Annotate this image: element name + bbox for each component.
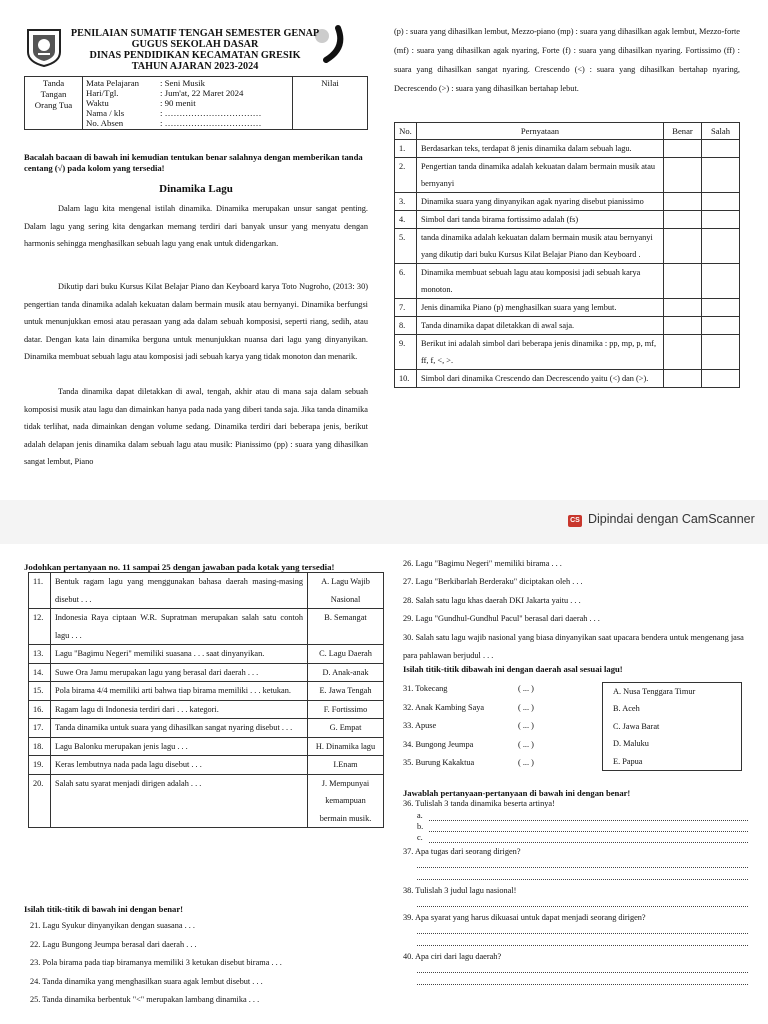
statement-row [395, 299, 740, 317]
answer-line-39a[interactable] [417, 924, 748, 934]
statement-no: 4. [395, 211, 417, 229]
match-no: 15. [29, 682, 51, 701]
match-question: Tanda dinamika untuk suara yang dihasilkan sangat nyaring disebut . . . [51, 719, 308, 738]
region-options-box [602, 682, 742, 771]
match-answer: A. Lagu Wajib Nasional [308, 573, 384, 609]
false-checkbox[interactable] [702, 140, 740, 158]
header-line-1: PENILAIAN SUMATIF TENGAH SEMESTER GENAP [70, 28, 320, 39]
article-paragraph-1: Dalam lagu kita mengenal istilah dinamika. Dinamika merupakan unsur sangat penting. Dalam lagu yang sering kita dengarkan memang terdiri dari banyak unsur yang menyatu dengan harmonis sehingga menghasilkan sebuah lagu yang enak untuk didengarkan. [24, 204, 368, 248]
article-title: Dinamika Lagu [159, 183, 233, 195]
statement-row [395, 211, 740, 229]
true-checkbox[interactable] [664, 299, 702, 317]
false-checkbox[interactable] [702, 211, 740, 229]
fill-item: 22. Lagu Bungong Jeumpa berasal dari daerah . . . [30, 939, 197, 949]
question-40: 40. Apa ciri dari lagu daerah? [403, 952, 502, 961]
match-answer: F. Fortissimo [308, 700, 384, 719]
region-option: B. Aceh [603, 700, 742, 717]
true-checkbox[interactable] [664, 264, 702, 299]
region-option-row [603, 718, 742, 735]
q36-letter: b. [417, 822, 424, 831]
answer-line-40a[interactable] [417, 963, 748, 973]
statement-text: Dinamika membuat sebuah lagu atau komposisi jadi sebuah karya monoton. [417, 264, 664, 299]
camscanner-label: Dipindai dengan CamScanner [588, 512, 755, 526]
match-question: Lagu Balonku merupakan jenis lagu . . . [51, 737, 308, 756]
match-row [29, 663, 384, 682]
region-answer-blank[interactable]: ( ... ) [518, 721, 534, 731]
statement-no: 1. [395, 140, 417, 158]
article-paragraph-3: Tanda dinamika dapat diletakkan di awal, tengah, akhir atau di mana saja dalam sebuah komposisi musik atau lagu dan dimainkan hanya pada nada yang diberi tanda saja. Jika tanda dinamika tidak terlihat, nada dimainkan dengan volume sedang. Dinamika terdiri dari beberapa jenis, berikut adalah delapan jenis dinamika dalam sebuah lagu atau musik: Pianissimo (pp) : suara yang dihasilkan sangat lembut, Piano [24, 387, 368, 466]
match-no: 20. [29, 774, 51, 828]
region-option: A. Nusa Tenggara Timur [603, 683, 742, 701]
region-answer-blank[interactable]: ( ... ) [518, 739, 534, 749]
statement-text: tanda dinamika adalah kekuatan dalam bermain musik atau bernyanyi yang dikutip dari buku Kursus Kilat Belajar Piano dan Keyboard . [417, 229, 664, 264]
region-option: D. Maluku [603, 735, 742, 752]
camscanner-icon: CS [568, 515, 582, 527]
answer-line-40b[interactable] [417, 975, 748, 985]
fill-instruction: Isilah titik-titik di bawah ini dengan benar! [24, 904, 184, 914]
statement-text: Simbol dari tanda birama fortissimo adalah (fs) [417, 211, 664, 229]
match-answer: C. Lagu Daerah [308, 645, 384, 664]
school-crest-icon [24, 26, 64, 68]
statement-row [395, 158, 740, 193]
fill-list-2 [403, 555, 748, 665]
col-header-statement: Pernyataan [417, 123, 664, 140]
statement-no: 6. [395, 264, 417, 299]
match-row [29, 774, 384, 828]
statement-row [395, 193, 740, 211]
region-song: 33. Apuse [403, 721, 437, 731]
match-row [29, 719, 384, 738]
true-checkbox[interactable] [664, 158, 702, 193]
false-checkbox[interactable] [702, 229, 740, 264]
info-label: No. Absen [86, 118, 124, 128]
false-checkbox[interactable] [702, 158, 740, 193]
statement-row [395, 370, 740, 388]
statement-no: 5. [395, 229, 417, 264]
region-question [403, 717, 603, 736]
statement-row [395, 317, 740, 335]
info-label: Mata Pelajaran [86, 78, 140, 88]
q36-letter: a. [417, 811, 423, 820]
true-checkbox[interactable] [664, 317, 702, 335]
info-value: : 90 menit [160, 98, 196, 108]
false-checkbox[interactable] [702, 299, 740, 317]
match-question: Lagu "Bagimu Negeri" memiliki suasana . . . saat dinyanyikan. [51, 645, 308, 664]
statement-row [395, 140, 740, 158]
match-row [29, 682, 384, 701]
statement-text: Tanda dinamika dapat diletakkan di awal saja. [417, 317, 664, 335]
reading-instruction: Bacalah bacaan di bawah ini kemudian tentukan benar salahnya dengan memberikan tanda centang (√) pada kolom yang tersedia! [24, 152, 363, 173]
absence-number-field[interactable]: : …………………………… [160, 118, 262, 128]
match-no: 18. [29, 737, 51, 756]
region-answer-blank[interactable]: ( ... ) [518, 758, 534, 768]
region-option-row [603, 753, 742, 771]
region-question [403, 699, 603, 718]
statement-no: 8. [395, 317, 417, 335]
match-row [29, 737, 384, 756]
statement-no: 7. [395, 299, 417, 317]
false-checkbox[interactable] [702, 370, 740, 388]
fill-item: 27. Lagu "Berkibarlah Berderaku" diciptakan oleh . . . [403, 577, 583, 587]
match-answer: D. Anak-anak [308, 663, 384, 682]
true-checkbox[interactable] [664, 193, 702, 211]
matching-table [28, 572, 384, 828]
fill-item: 26. Lagu "Bagimu Negeri" memiliki birama . . . [403, 559, 562, 568]
statement-no: 9. [395, 335, 417, 370]
match-no: 14. [29, 663, 51, 682]
info-value: : Jum'at, 22 Maret 2024 [160, 88, 244, 98]
statement-row [395, 335, 740, 370]
essay-instruction: Jawablah pertanyaan-pertanyaan di bawah ini dengan benar! [403, 788, 631, 798]
parent-signature-cell [25, 77, 83, 130]
fill-item: 21. Lagu Syukur dinyanyikan dengan suasana . . . [30, 921, 195, 930]
region-question [403, 736, 603, 755]
exam-page-2 [0, 544, 768, 1024]
info-label: Nama / kls [86, 108, 125, 118]
match-question: Indonesia Raya ciptaan W.R. Supratman merupakan salah satu contoh lagu . . . [51, 609, 308, 645]
article-continuation: (p) : suara yang dihasilkan lembut, Mezzo-piano (mp) : suara yang dihasilkan agak lembut, Mezzo-forte (mf) : suara yang dihasilkan agak nyaring, Forte (f) : suara yang dihasilkan nyaring. Fortissimo (ff) : suara yang dihasilkan sangat nyaring. Crescendo (<) : suara yang dihasilkan bertahap nyaring, Decrescendo (>) : suara yang dihasilkan bertahap lebut. [394, 27, 740, 93]
region-option-row [603, 683, 742, 701]
statement-text: Berikut ini adalah simbol dari beberapa jenis dinamika : pp, mp, p, mf, ff, f, <, >. [417, 335, 664, 370]
statement-text: Dinamika suara yang dinyanyikan agak nyaring disebut pianissimo [417, 193, 664, 211]
fill-item: 29. Lagu "Gundhul-Gundhul Pacul" berasal dari daerah . . . [403, 614, 600, 624]
fill-item: 28. Salah satu lagu khas daerah DKI Jakarta yaitu . . . [403, 595, 581, 605]
match-question: Ragam lagu di Indonesia terdiri dari . . . kategori. [51, 700, 308, 719]
false-checkbox[interactable] [702, 264, 740, 299]
false-checkbox[interactable] [702, 193, 740, 211]
false-checkbox[interactable] [702, 335, 740, 370]
signature-label-1: Tanda [42, 78, 65, 88]
score-cell[interactable] [293, 77, 368, 130]
answer-line-36a[interactable] [429, 811, 748, 821]
statement-row [395, 264, 740, 299]
match-question: Suwe Ora Jamu merupakan lagu yang berasal dari daerah . . . [51, 663, 308, 682]
region-option-row [603, 735, 742, 752]
region-song: 34. Bungong Jeumpa [403, 739, 474, 749]
match-answer: B. Semangat [308, 609, 384, 645]
essay-section [403, 799, 748, 985]
match-question: Pola birama 4/4 memiliki arti bahwa tiap birama memiliki . . . ketukan. [51, 682, 308, 701]
fill-item: 25. Tanda dinamika berbentuk "<" merupakan lambang dinamika . . . [30, 995, 260, 1005]
region-questions [403, 680, 603, 773]
region-question [403, 754, 603, 773]
question-38: 38. Tulislah 3 judul lagu nasional! [403, 886, 517, 895]
statement-no: 10. [395, 370, 417, 388]
region-option-row [603, 700, 742, 717]
col-header-true: Benar [664, 123, 702, 140]
fill-item: 30. Salah satu lagu wajib nasional yang biasa dinyanyikan saat upacara bendera untuk mengenang jasa para pahlawan berjudul . . . [403, 632, 744, 661]
match-answer: I.Enam [308, 756, 384, 775]
answer-line-38[interactable] [417, 897, 748, 907]
match-no: 13. [29, 645, 51, 664]
answer-line-39b[interactable] [417, 936, 748, 946]
exam-header [60, 28, 330, 72]
info-value: : Seni Musik [160, 78, 205, 88]
match-no: 19. [29, 756, 51, 775]
fill-item: 24. Tanda dinamika yang menghasilkan suara agak lembut disebut . . . [30, 976, 263, 986]
article-paragraph-2: Dikutip dari buku Kursus Kilat Belajar Piano dan Keyboard karya Toto Nugroho, (2013: 30) pengertian tanda dinamika adalah kekuatan dalam bermain musik atau bernyanyi. Dinamika berfungsi untuk menunjukkan emosi atau perasaan yang ada dalam sebuah komposisi, seperti riang, sedih, atau datar. Dengan kata lain dinamika berguna untuk menunjukkan nuansa dari lagu yang dinyanyikan. Dinamika membuat sebuah lagu atau komposisi jadi sebuah karya yang tidak monoton dan menarik. [24, 282, 368, 361]
signature-label-2: Tangan [40, 89, 67, 99]
info-label: Hari/Tgl. [86, 88, 119, 98]
true-false-table [394, 122, 740, 388]
score-label: Nilai [321, 78, 339, 88]
match-answer: H. Dinamika lagu [308, 737, 384, 756]
header-line-3: DINAS PENDIDIKAN KECAMATAN GRESIK [89, 50, 301, 61]
region-option: E. Papua [603, 753, 742, 771]
region-option: C. Jawa Barat [603, 718, 742, 735]
fill-item: 23. Pola birama pada tiap biramanya memiliki 3 ketukan disebut birama . . . [30, 958, 282, 968]
answer-line-36c[interactable] [429, 833, 748, 843]
region-answer-blank[interactable]: ( ... ) [518, 702, 534, 712]
match-question: Salah satu syarat menjadi dirigen adalah . . . [51, 774, 308, 828]
statement-text: Pengertian tanda dinamika adalah kekuatan dalam bermain musik atau bernyanyi [417, 158, 664, 193]
match-row [29, 573, 384, 609]
region-answer-blank[interactable]: ( ... ) [518, 684, 534, 693]
region-song: 32. Anak Kambing Saya [403, 702, 485, 712]
question-39: 39. Apa syarat yang harus dikuasai untuk dapat menjadi seorang dirigen? [403, 913, 646, 922]
match-row [29, 700, 384, 719]
answer-line-37b[interactable] [417, 870, 748, 880]
scanner-watermark-bar [0, 500, 768, 544]
true-checkbox[interactable] [664, 335, 702, 370]
match-no: 11. [29, 573, 51, 609]
header-line-4: TAHUN AJARAN 2023-2024 [131, 61, 259, 72]
match-no: 12. [29, 609, 51, 645]
header-line-2: GUGUS SEKOLAH DASAR [131, 39, 259, 50]
true-checkbox[interactable] [664, 211, 702, 229]
match-answer: E. Jawa Tengah [308, 682, 384, 701]
info-label: Waktu [86, 98, 109, 108]
true-checkbox[interactable] [664, 370, 702, 388]
match-no: 16. [29, 700, 51, 719]
match-row [29, 756, 384, 775]
match-instruction: Jodohkan pertanyaan no. 11 sampai 25 dengan jawaban pada kotak yang tersedia! [24, 562, 335, 572]
match-row [29, 645, 384, 664]
true-checkbox[interactable] [664, 140, 702, 158]
statement-text: Jenis dinamika Piano (p) menghasilkan suara yang lembut. [417, 299, 664, 317]
region-question [403, 680, 603, 699]
statement-no: 2. [395, 158, 417, 193]
col-header-no: No. [395, 123, 417, 140]
true-checkbox[interactable] [664, 229, 702, 264]
question-37: 37. Apa tugas dari seorang dirigen? [403, 847, 521, 856]
statement-text: Berdasarkan teks, terdapat 8 jenis dinamika dalam sebuah lagu. [417, 140, 664, 158]
region-song: 35. Burung Kakaktua [403, 758, 475, 768]
region-instruction: Isilah titik-titik dibawah ini dengan daerah asal sesuai lagu! [403, 664, 623, 674]
statement-text: Simbol dari dinamika Crescendo dan Decrescendo yaitu (<) dan (>). [417, 370, 664, 388]
info-fields-cell [83, 77, 293, 130]
statement-row [395, 229, 740, 264]
name-field[interactable]: : …………………………… [160, 108, 262, 118]
false-checkbox[interactable] [702, 317, 740, 335]
fill-list-1 [30, 917, 390, 1010]
answer-line-36b[interactable] [429, 822, 748, 832]
match-answer: J. Mempunyai kemampuan bermain musik. [308, 774, 384, 828]
match-row [29, 609, 384, 645]
match-question: Keras lembutnya nada pada lagu disebut . . . [51, 756, 308, 775]
question-36: 36. Tulislah 3 tanda dinamika beserta artinya! [403, 799, 555, 808]
q36-letter: c. [417, 833, 423, 842]
student-info-table [24, 76, 368, 130]
region-song: 31. Tokecang [403, 684, 448, 693]
match-question: Bentuk ragam lagu yang menggunakan bahasa daerah masing-masing disebut . . . [51, 573, 308, 609]
signature-label-3: Orang Tua [34, 100, 73, 110]
statement-no: 3. [395, 193, 417, 211]
answer-line-37a[interactable] [417, 858, 748, 868]
match-answer: G. Empat [308, 719, 384, 738]
match-no: 17. [29, 719, 51, 738]
col-header-false: Salah [702, 123, 740, 140]
